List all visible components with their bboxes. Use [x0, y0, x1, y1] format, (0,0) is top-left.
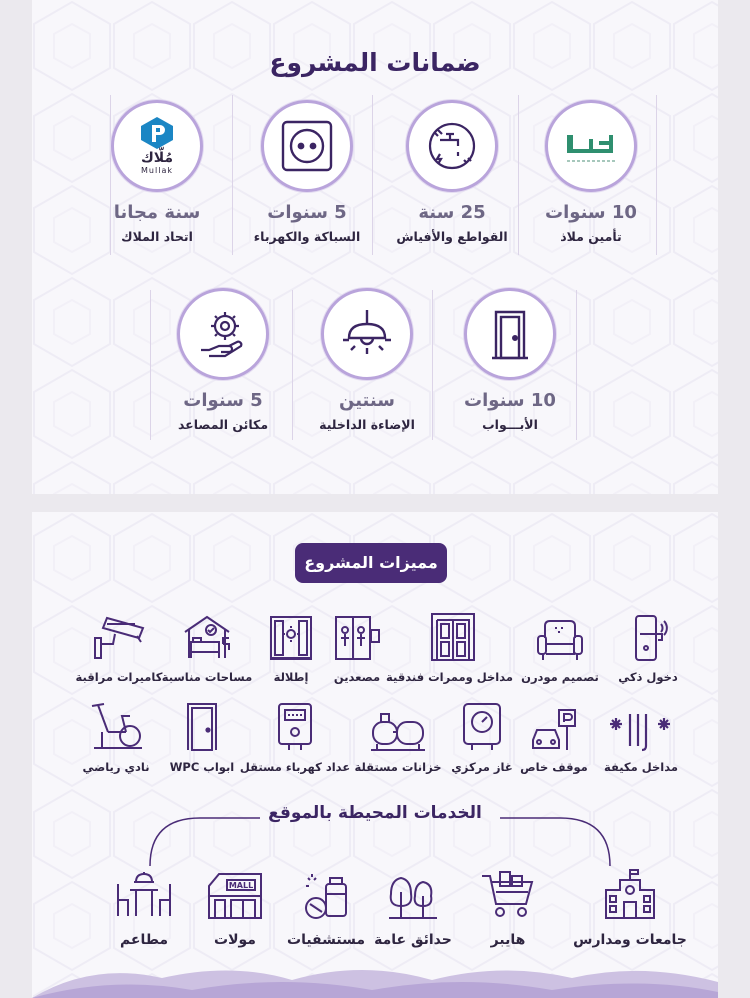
guarantee-owners-union — [82, 100, 232, 244]
guarantee-years: 5 سنوات — [267, 202, 347, 223]
gear-hand-icon — [177, 288, 269, 380]
feature-label: موقف خاص — [520, 760, 588, 774]
cctv-camera-icon — [59, 612, 179, 662]
guarantee-desc: مكائن المصاعد — [177, 417, 269, 432]
feature-modern-design — [500, 612, 620, 684]
guarantee-years: 25 سنة — [418, 202, 486, 223]
mullak-logo-latin: Mullak — [141, 166, 173, 175]
mullak-logo-text: مُلّاك — [140, 150, 174, 166]
features-panel — [32, 512, 718, 998]
bottom-waves — [32, 958, 718, 998]
exercise-bike-icon — [56, 702, 176, 752]
service-label: مستشفيات — [287, 932, 365, 948]
restaurant-icon — [84, 862, 204, 920]
guarantee-plumbing — [232, 100, 382, 244]
guarantee-desc: القواطع والأفياش — [396, 229, 508, 244]
service-label: جامعات ومدارس — [573, 932, 687, 948]
feature-label: دخول ذكي — [618, 670, 678, 684]
feature-cctv — [59, 612, 179, 684]
feature-label: نادي رياضي — [82, 760, 150, 774]
feature-label: تصميم مودرن — [521, 670, 599, 684]
mall-sign: MALL — [228, 881, 254, 890]
guarantee-years: سنتين — [339, 390, 395, 411]
feature-label: مداخل مكيفة — [603, 760, 678, 774]
feature-label: كاميرات مراقبة — [75, 670, 163, 684]
guarantee-years: 5 سنوات — [183, 390, 263, 411]
service-restaurants — [84, 862, 204, 948]
service-label: مولات — [214, 932, 256, 948]
pendant-lamp-icon — [321, 288, 413, 380]
service-schools — [570, 862, 690, 948]
guarantees-title: ضمانات المشروع — [269, 48, 481, 77]
service-label: هايبر — [490, 932, 526, 948]
guarantees-panel — [32, 0, 718, 494]
guarantee-lighting — [292, 288, 442, 432]
feature-label: عداد كهرباء مستقل — [239, 760, 351, 774]
school-icon — [570, 862, 690, 920]
service-label: مطاعم — [119, 932, 169, 948]
services-title: الخدمات المحيطة بالموقع — [268, 803, 482, 823]
door-icon — [464, 288, 556, 380]
feature-label: ابواب WPC — [169, 760, 235, 774]
guarantee-desc: السباكة والكهرباء — [253, 229, 361, 244]
guarantee-years: 10 سنوات — [464, 390, 556, 411]
feature-label: مصعدين — [333, 670, 381, 684]
guarantee-desc: الأبـــواب — [482, 417, 538, 432]
mullak-logo — [111, 100, 203, 192]
armchair-icon — [500, 612, 620, 662]
feature-label: خزانات مستقلة — [354, 760, 442, 774]
power-socket-icon — [261, 100, 353, 192]
service-label: حدائق عامة — [374, 932, 452, 948]
guarantee-desc: تأمين ملاذ — [560, 229, 622, 244]
faucet-plug-icon — [406, 100, 498, 192]
feature-water-tanks — [338, 702, 458, 774]
feature-gym — [56, 702, 176, 774]
guarantee-malath — [516, 100, 666, 244]
water-tanks-icon — [338, 702, 458, 752]
feature-label: مساحات مناسبة — [161, 670, 253, 684]
guarantee-years: 10 سنوات — [545, 202, 637, 223]
guarantee-elevators — [148, 288, 298, 432]
guarantee-doors — [435, 288, 585, 432]
guarantee-switches — [377, 100, 527, 244]
feature-label: غاز مركزي — [451, 760, 513, 774]
guarantee-desc: اتحاد الملاك — [121, 229, 193, 244]
feature-label: إطلالة — [273, 670, 309, 684]
guarantee-desc: الإضاءة الداخلية — [319, 417, 415, 432]
malath-logo — [545, 100, 637, 192]
feature-label: مداخل وممرات فندقية — [386, 670, 513, 684]
features-title: مميزات المشروع — [295, 543, 447, 583]
guarantee-years: سنة مجانا — [113, 202, 201, 223]
